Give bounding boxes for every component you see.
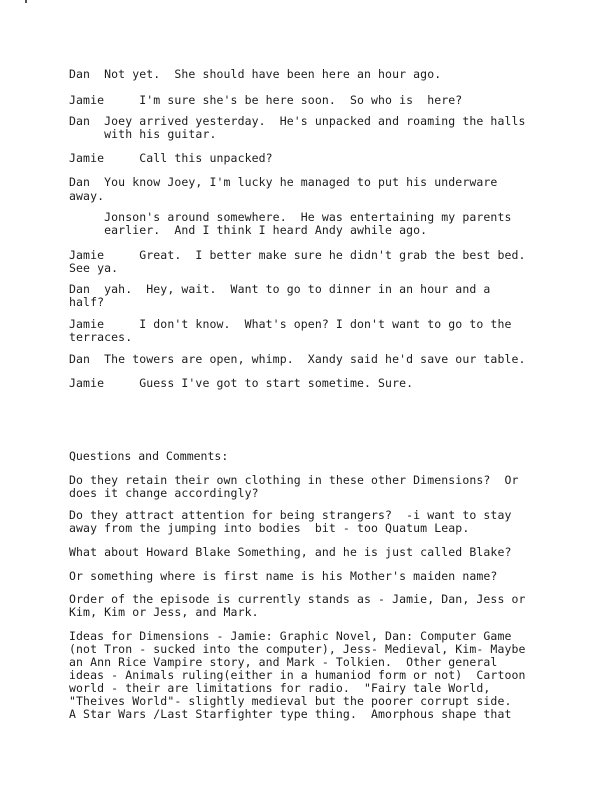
script-line: Dan Joey arrived yesterday. He's unpacked and roaming the halls bbox=[69, 114, 526, 128]
script-line: with his guitar. bbox=[69, 127, 217, 141]
script-line: See ya. bbox=[69, 261, 119, 275]
question-line: does it change accordingly? bbox=[69, 486, 259, 500]
question-line: Do they retain their own clothing in these other Dimensions? Or bbox=[69, 473, 519, 487]
script-line: Jonson's around somewhere. He was entertaining my parents bbox=[69, 210, 512, 224]
script-line: terraces. bbox=[69, 330, 133, 344]
questions-heading: Questions and Comments: bbox=[69, 449, 229, 463]
script-line: Jamie Guess I've got to start sometime. Sure. bbox=[69, 376, 414, 390]
script-line: earlier. And I think I heard Andy awhile ago. bbox=[69, 223, 428, 237]
script-line: Dan yah. Hey, wait. Want to go to dinner in an hour and a bbox=[69, 282, 491, 296]
question-line: "Theives World"- slightly medieval but the poorer corrupt side. bbox=[69, 694, 512, 708]
question-line: (not Tron - sucked into the computer), Jess- Medieval, Kim- Maybe bbox=[69, 642, 526, 656]
script-line: Jamie I'm sure she's be here soon. So who is here? bbox=[69, 93, 463, 107]
scan-speck bbox=[25, 0, 27, 3]
script-line: Dan The towers are open, whimp. Xandy said he'd save our table. bbox=[69, 352, 526, 366]
question-line: Ideas for Dimensions - Jamie: Graphic Novel, Dan: Computer Game bbox=[69, 629, 512, 643]
question-line: Kim, Kim or Jess, and Mark. bbox=[69, 605, 259, 619]
script-line: away. bbox=[69, 189, 105, 203]
question-line: What about Howard Blake Something, and he is just called Blake? bbox=[69, 545, 512, 559]
question-line: an Ann Rice Vampire story, and Mark - Tolkien. Other general bbox=[69, 655, 498, 669]
question-line: Do they attract attention for being strangers? -i want to stay bbox=[69, 508, 512, 522]
script-line: Dan Not yet. She should have been here an hour ago. bbox=[69, 67, 442, 81]
script-line: Jamie Great. I better make sure he didn't grab the best bed. bbox=[69, 248, 526, 262]
question-line: world - their are limitations for radio. "Fairy tale World, bbox=[69, 681, 491, 695]
question-line: A Star Wars /Last Starfighter type thing. Amorphous shape that bbox=[69, 707, 512, 721]
script-line: half? bbox=[69, 295, 105, 309]
question-line: ideas - Animals ruling(either in a humaniod form or not) Cartoon bbox=[69, 668, 526, 682]
script-line: Jamie Call this unpacked? bbox=[69, 151, 273, 165]
script-line: Jamie I don't know. What's open? I don't want to go to the bbox=[69, 317, 512, 331]
question-line: away from the jumping into bodies bit - too Quatum Leap. bbox=[69, 521, 470, 535]
script-line: Dan You know Joey, I'm lucky he managed to put his underware bbox=[69, 175, 498, 189]
question-line: Or something where is first name is his Mother's maiden name? bbox=[69, 569, 498, 583]
question-line: Order of the episode is currently stands as - Jamie, Dan, Jess or bbox=[69, 592, 526, 606]
